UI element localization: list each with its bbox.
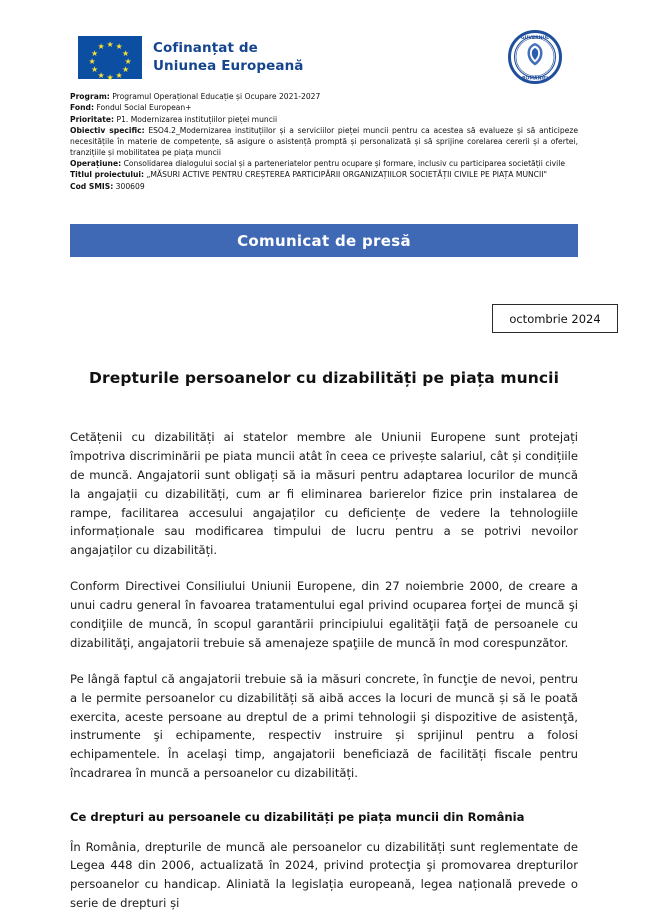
meta-label-operatiune: Operațiune:: [70, 159, 122, 169]
meta-label-prioritate: Prioritate:: [70, 114, 115, 124]
meta-row-prioritate: [70, 115, 578, 126]
meta-label-program: Program:: [70, 92, 110, 101]
article-body: [70, 428, 578, 913]
document-header: [0, 0, 647, 92]
eu-flag-icon: ★ ★ ★ ★ ★ ★ ★ ★ ★ ★ ★ ★: [78, 36, 142, 79]
meta-value-titlu-proiect: „MĂSURI ACTIVE PENTRU CREȘTEREA PARTICIPĂRII ORGANIZAȚIILOR SOCIETĂȚII CIVILE PE PIAȚA MUNCII": [146, 170, 547, 180]
eu-logo-line-1: Cofinanțat de: [153, 39, 258, 56]
eu-cofinancing-logo: [78, 36, 304, 82]
meta-value-operatiune: Consolidarea dialogului social și a parteneriatelor pentru ocupare și formare, inclusiv cu participarea societății civile: [123, 159, 565, 169]
svg-text:GUVERNUL: GUVERNUL: [520, 36, 550, 42]
meta-row-obiectiv: [70, 126, 578, 158]
article-paragraph-2: Conform Directivei Consiliului Uniunii Europene, din 27 noiembrie 2000, de creare a unui cadru general în favoarea tratamentului egal privind ocuparea forţei de muncă şi condiţiile de muncă, în scopul garantării principiului egalităţii faţă de persoanele cu dizabilităţi, angajatorii trebuie să amenajeze spaţiile de muncă în mod corespunzător.: [70, 579, 578, 650]
romanian-government-seal-icon: [508, 30, 562, 84]
banner-title: Comunicat de presă: [237, 231, 411, 250]
page-title: Drepturile persoanelor cu dizabilități pe piața muncii: [89, 369, 559, 387]
article-paragraph-3: Pe lângă faptul că angajatorii trebuie să ia măsuri concrete, în funcţie de nevoi, pentru a le permite persoanelor cu dizabilități să aibă acces la locuri de muncă și să le poată exercita, aceste persoane au dreptul de a primi tehnologii şi dispozitive de asistenţă, instrumente şi echipamente, respectiv instruire și sprijinul pentru a folosi echipamentele. În acelaşi timp, angajatorii beneficiază de facilități fiscale pentru încadrarea în muncă a persoanelor cu dizabilități.: [70, 671, 578, 781]
meta-value-fond: Fondul Social European+: [96, 103, 192, 113]
meta-value-prioritate: P1. Modernizarea instituțiilor pieței muncii: [116, 114, 278, 124]
meta-row-fond: [70, 103, 578, 114]
meta-row-operatiune: [70, 159, 578, 170]
meta-value-obiectiv: ESO4.2_Modernizarea instituțiilor și a serviciilor pieței muncii pentru ca acestea să evalueze și să anticipeze necesitățile în materie de competențe, să asigure o asistență promptă și personalizată și să sprijine corelarea cererii și a ofertei, tranzițiile și mobilitatea pe piața muncii: [70, 126, 578, 157]
meta-label-obiectiv: Obiectiv specific:: [70, 126, 145, 136]
meta-label-titlu-proiect: Titlul proiectului:: [70, 170, 145, 180]
article-paragraph-1: Cetățenii cu dizabilități ai statelor membre ale Uniunii Europene sunt protejați împotriva discriminării pe piata muncii atât în ceea ce privește salariul, cât și condițiile de muncă. Angajatorii sunt obligați să ia măsuri pentru adaptarea locurilor de muncă la angajații cu dizabilități, cum ar fi eliminarea barierelor fizice prin instalarea de rampe, facilitarea accesului angajaților cu deficiențe de vedere la tehnologiile informaționale sau modificarea timpului de lucru pentru a se potrivi nevoilor angajaților cu dizabilități.: [70, 430, 578, 558]
project-metadata-block: [70, 92, 578, 193]
press-release-banner: [70, 224, 578, 257]
meta-label-fond: Fond:: [70, 103, 94, 113]
publication-date-box: [492, 304, 618, 333]
eu-logo-line-2: Uniunea Europeană: [153, 57, 304, 74]
svg-text:ROMÂNIEI: ROMÂNIEI: [522, 76, 548, 82]
article-subheading: Ce drepturi au persoanele cu dizabilități pe piața muncii din România: [70, 810, 525, 825]
publication-date: octombrie 2024: [509, 311, 601, 326]
meta-row-titlu-proiect: [70, 170, 578, 181]
meta-label-cod-smis: Cod SMIS:: [70, 181, 114, 191]
eu-logo-text: [153, 40, 304, 76]
meta-row-cod-smis: [70, 182, 578, 193]
meta-value-program: Programul Operațional Educație și Ocupare 2021-2027: [112, 92, 321, 101]
meta-value-cod-smis: 300609: [115, 181, 145, 191]
article-paragraph-4: În România, drepturile de muncă ale persoanelor cu dizabilități sunt reglementate de Legea 448 din 2006, actualizată în 2024, privind protecţia şi promovarea drepturilor persoanelor cu handicap. Aliniată la legislația europeană, legea națională prevede o serie de drepturi și: [70, 839, 578, 911]
meta-row-program: [70, 92, 578, 103]
